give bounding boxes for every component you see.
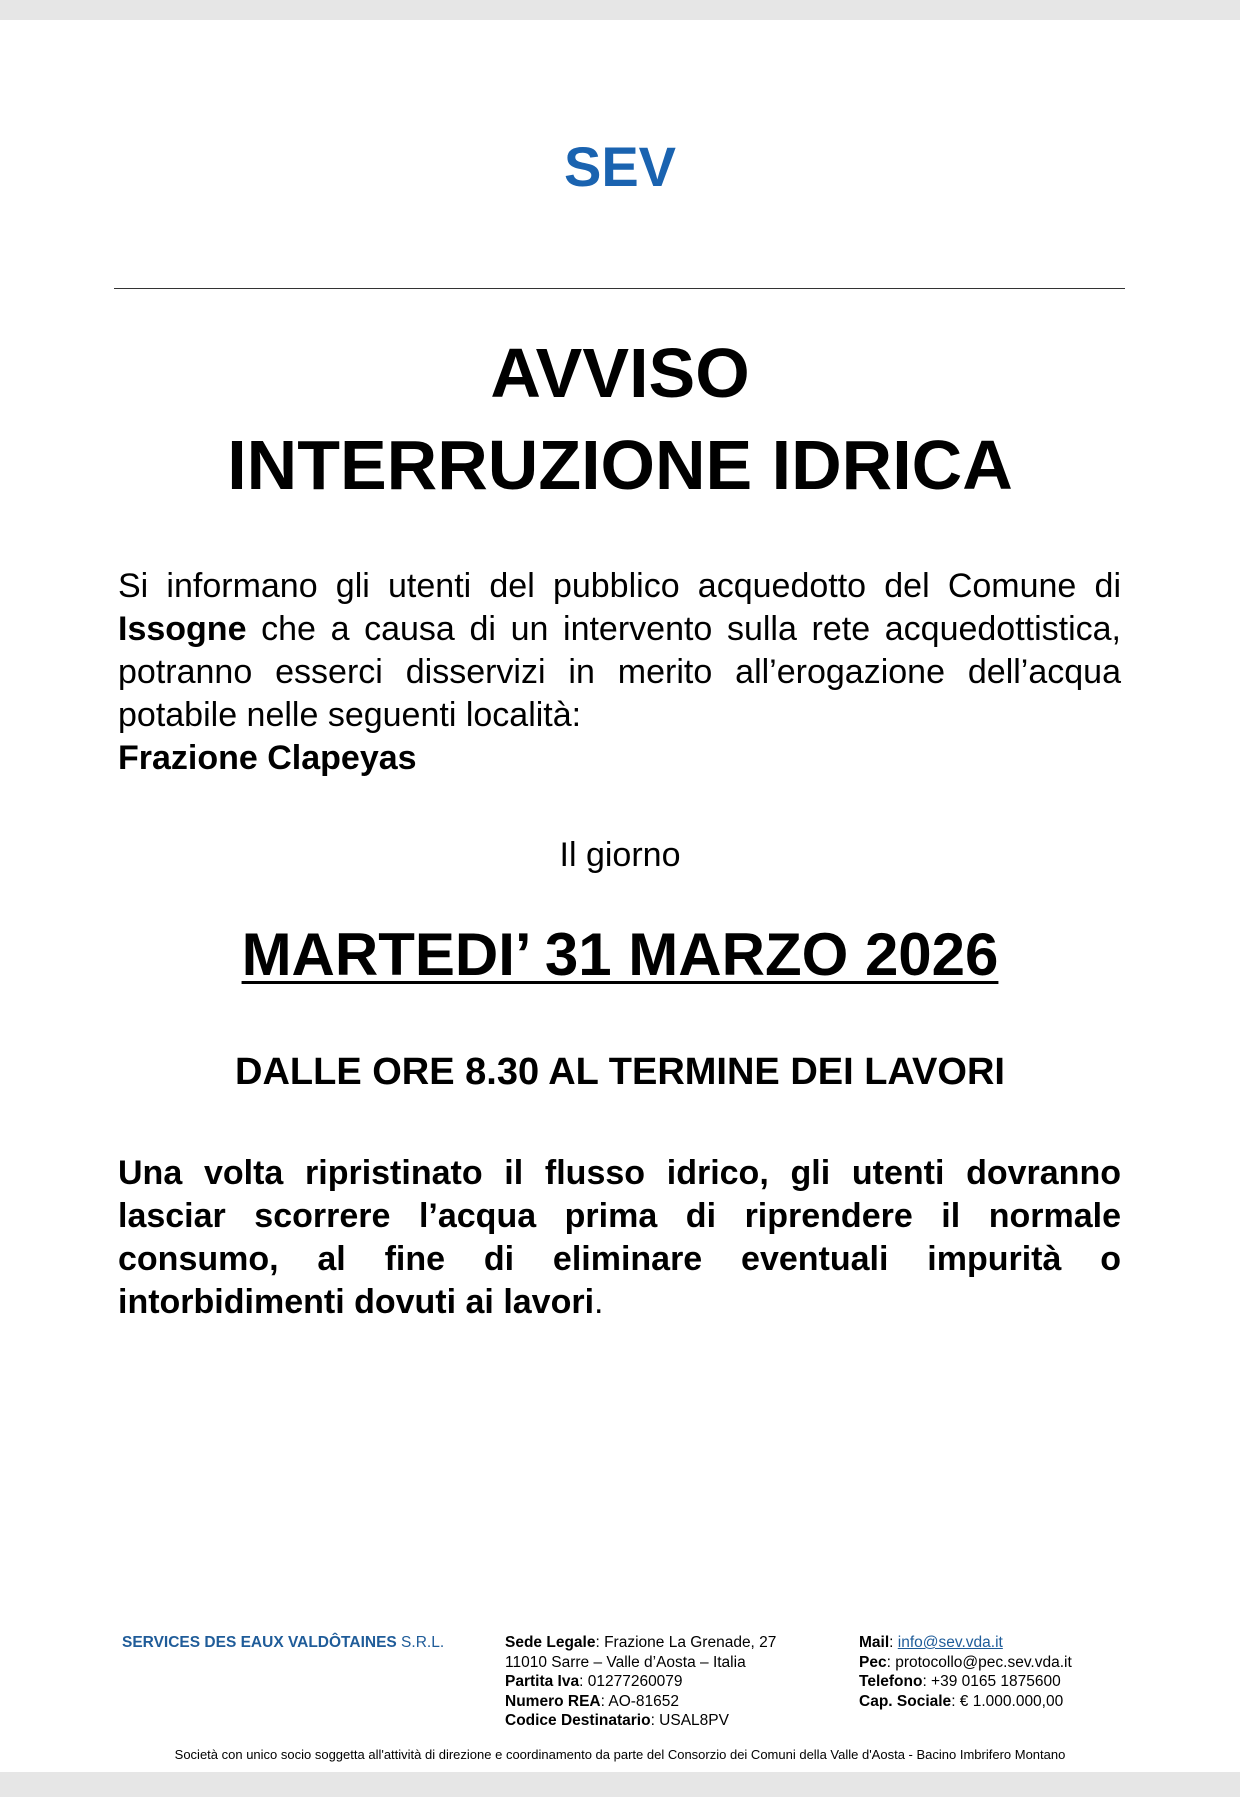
mail-line [859, 1633, 1072, 1653]
time-range: DALLE ORE 8.30 AL TERMINE DEI LAVORI [235, 1051, 1005, 1093]
intro-paragraph [118, 565, 1121, 780]
intro-text-1: Si informano gli utenti del pubblico acquedotto del Comune di [118, 567, 1121, 605]
footer-contacts [859, 1633, 1072, 1711]
piva-label: Partita Iva [505, 1673, 580, 1690]
rea-value: : AO-81652 [600, 1692, 680, 1710]
piva-line [505, 1672, 776, 1692]
sev-logo-text: SEV [563, 135, 677, 198]
intro-text-2: che a causa di un intervento sulla rete acquedottistica, potranno esserci disservizi in merito all’erogazione dell’acqua potabile nelle seguenti località: [118, 610, 1122, 734]
localita-name: Frazione Clapeyas [118, 739, 417, 777]
mail-sep: : [889, 1634, 898, 1651]
piva-value: : 01277260079 [579, 1673, 683, 1690]
rea-label: Numero REA [505, 1692, 601, 1710]
footer-registered-office [505, 1633, 776, 1731]
notice-end: . [594, 1283, 604, 1321]
telefono-label: Telefono [859, 1673, 923, 1690]
rea-line [505, 1692, 776, 1712]
notice-paragraph [118, 1152, 1121, 1324]
notice-text: Una volta ripristinato il flusso idrico, gli utenti dovranno lasciar scorrere l’acqua prima di riprendere il normale consumo, al fine di eliminare eventuali impurità o intorbidimenti dovuti ai lavori [118, 1154, 1121, 1321]
telefono-line [859, 1672, 1072, 1692]
codice-value: : USAL8PV [650, 1712, 729, 1729]
capitale-value: : € 1.000.000,00 [951, 1692, 1064, 1710]
capitale-label: Cap. Sociale [859, 1692, 952, 1710]
date-text: MARTEDI’ 31 MARZO 2026 [241, 921, 999, 988]
il-giorno-label: Il giorno [559, 836, 681, 874]
pec-label: Pec [859, 1653, 887, 1671]
sev-logo [550, 120, 690, 206]
header-divider [114, 288, 1125, 289]
pec-line [859, 1653, 1072, 1673]
date-heading [0, 921, 1240, 988]
codice-line [505, 1711, 776, 1731]
telefono-value: : +39 0165 1875600 [922, 1673, 1061, 1690]
document-page [0, 20, 1240, 1772]
address-line: 11010 Sarre – Valle d’Aosta – Italia [505, 1653, 746, 1671]
sede-label: Sede Legale [505, 1634, 596, 1651]
legal-note: Società con unico socio soggetta all'attività di direzione e coordinamento da parte del Consorzio dei Comuni della Valle d'Aosta - Bacino Imbrifero Montano [174, 1747, 1066, 1762]
sede-value: : Frazione La Grenade, 27 [595, 1634, 777, 1651]
codice-label: Codice Destinatario [505, 1712, 651, 1729]
comune-name: Issogne [118, 610, 247, 648]
company-suffix: S.R.L. [396, 1634, 445, 1651]
footer-company [122, 1633, 444, 1653]
sede-line [505, 1633, 776, 1653]
mail-label: Mail [859, 1634, 890, 1651]
pec-value: : protocollo@pec.sev.vda.it [886, 1653, 1072, 1671]
mail-link[interactable]: info@sev.vda.it [897, 1634, 1003, 1651]
company-name: SERVICES DES EAUX VALDÔTAINES [122, 1634, 397, 1651]
title-avviso: AVVISO [490, 334, 750, 412]
capitale-line [859, 1692, 1072, 1712]
title-interruzione-idrica: INTERRUZIONE IDRICA [227, 426, 1013, 504]
